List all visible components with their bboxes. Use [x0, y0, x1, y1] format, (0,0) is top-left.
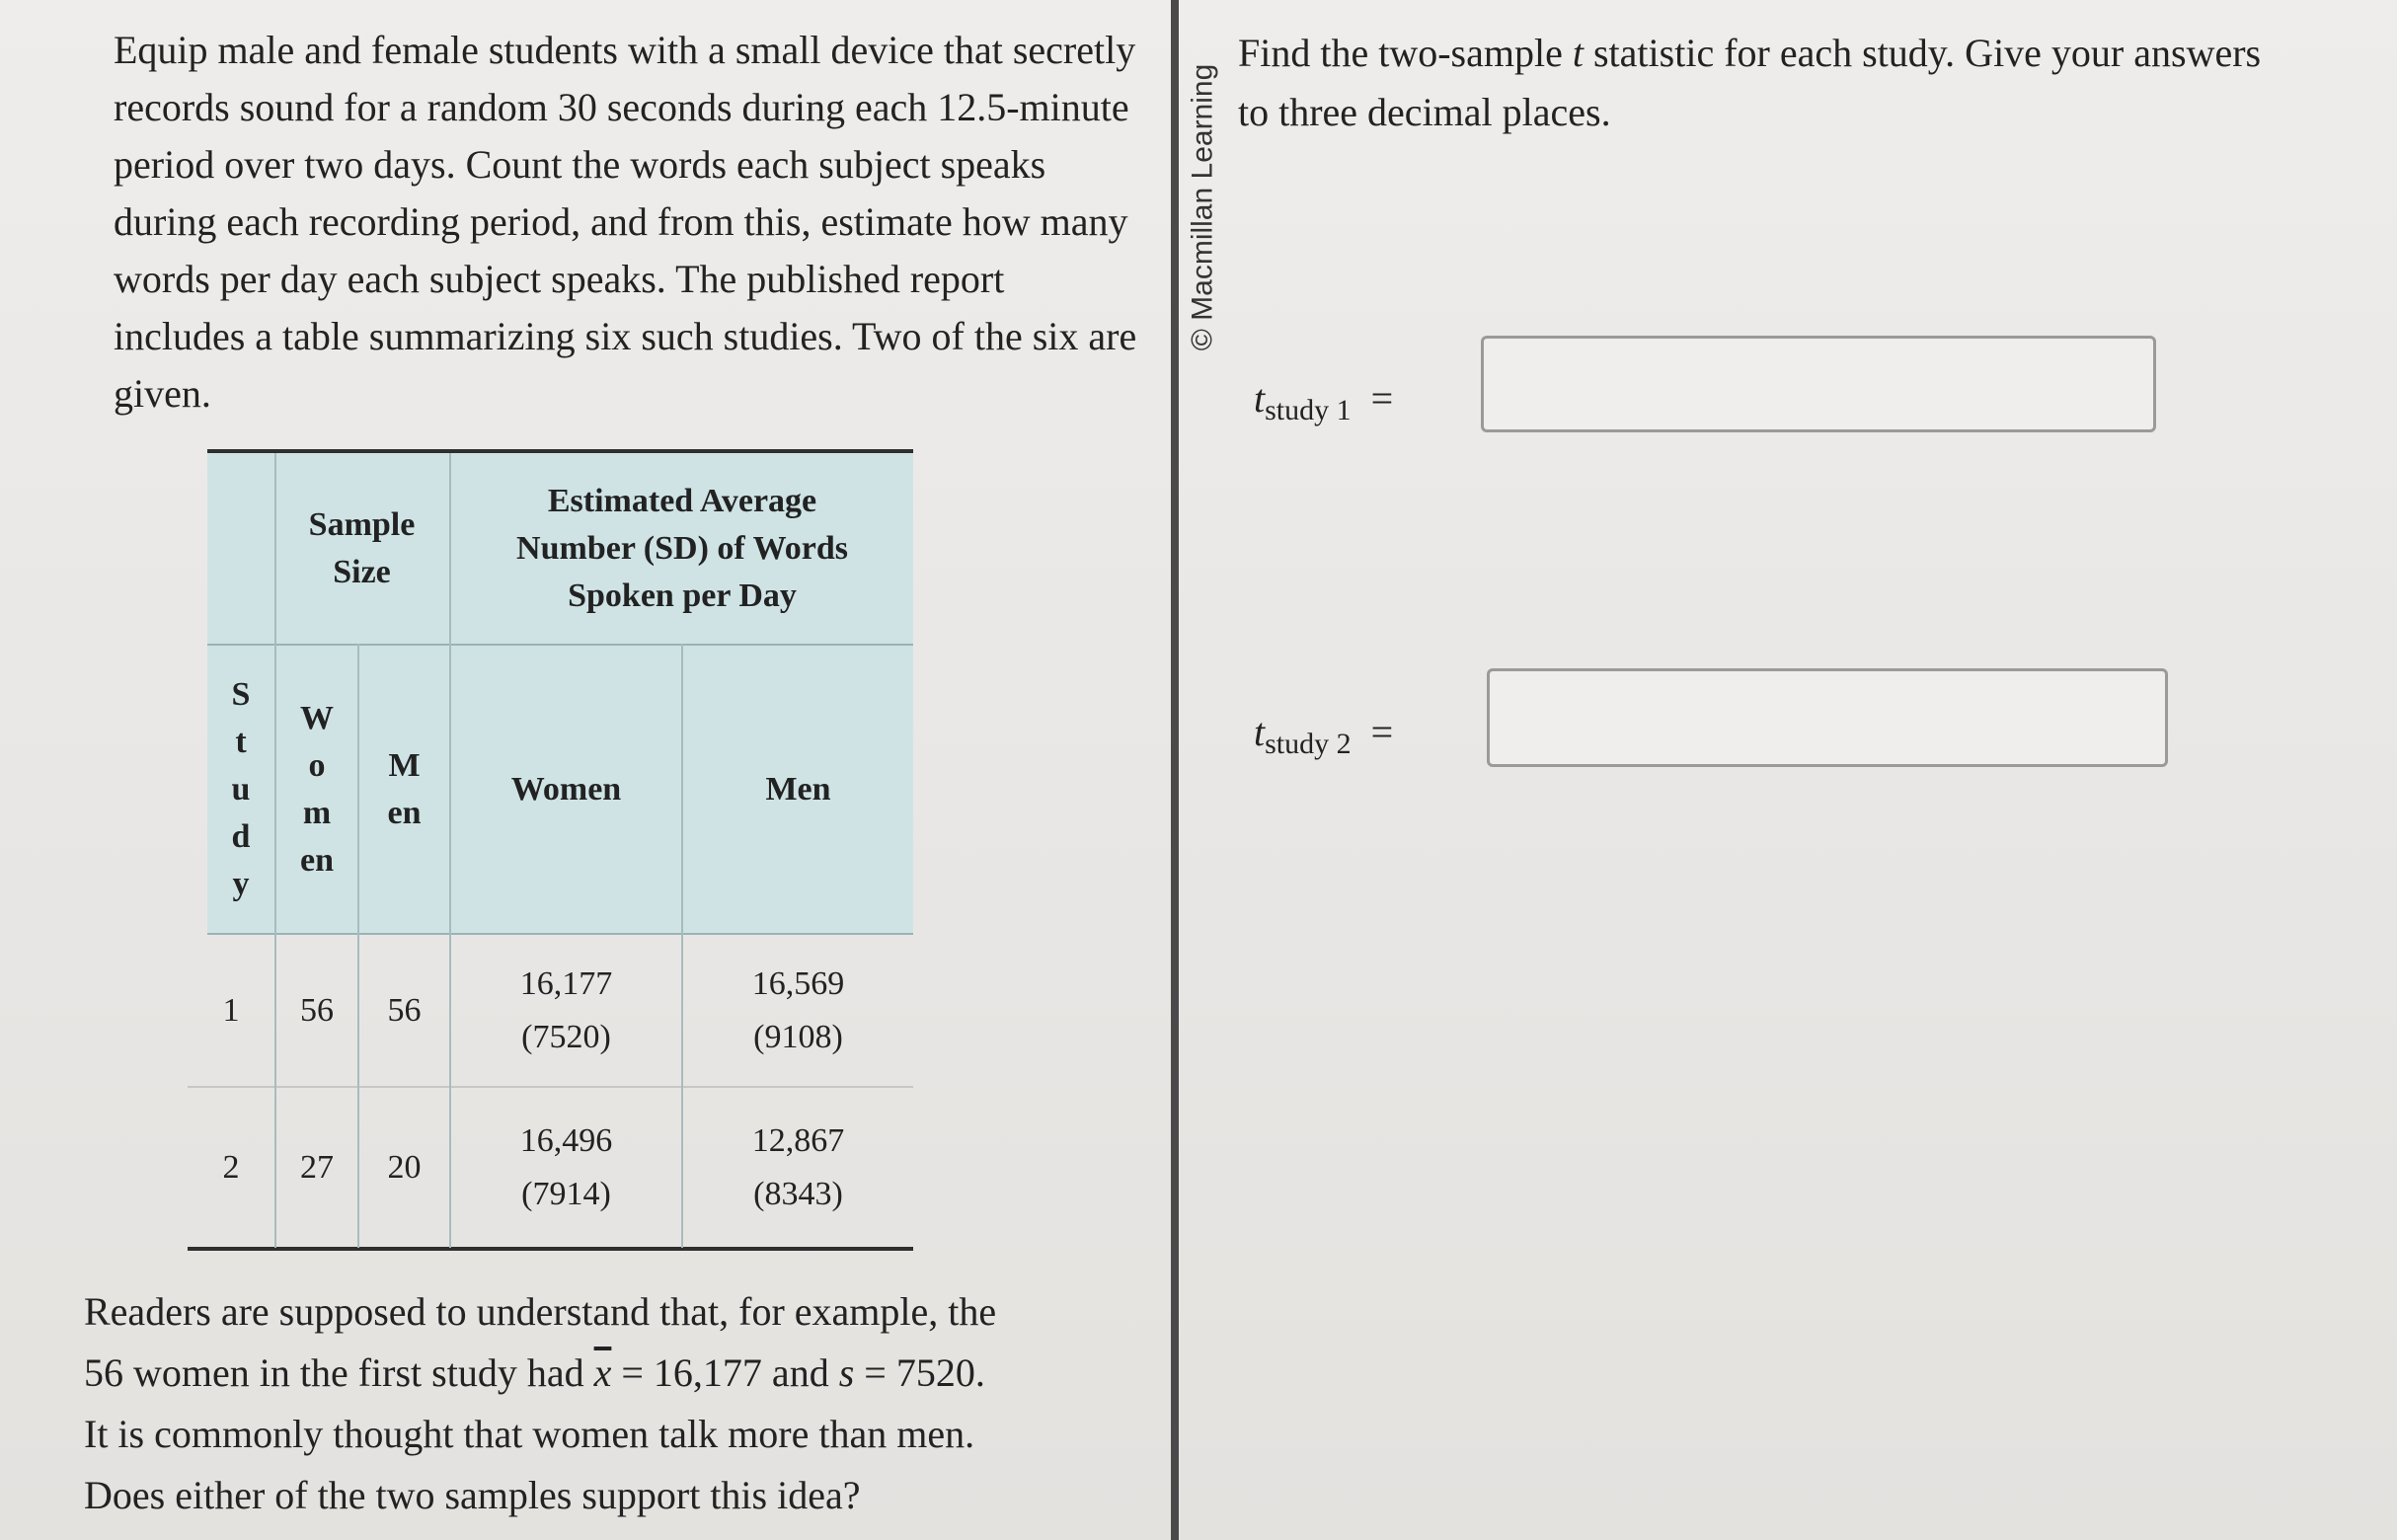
intro-text: Equip male and female students with a small device that secretly records sound for a random 30 seconds during each 12.5-minute period over two days. Count the words each subject speaks during each recording period, and from this, estimate how many words per day each subject speaks. The published report includes a table summarizing six such studies. Two of the six are given.	[114, 28, 1137, 416]
equals-sign: =	[1370, 376, 1394, 421]
header-char: M	[388, 746, 421, 784]
header-char: o	[308, 746, 326, 784]
estimate-header	[451, 453, 913, 644]
women-estimate	[451, 935, 681, 1086]
women-header: Women	[510, 770, 622, 808]
sample-men-header	[359, 646, 449, 933]
header-line: Number (SD) of Words	[516, 529, 848, 567]
t-study-1-input[interactable]	[1481, 336, 2156, 432]
subscript: study 2	[1265, 728, 1352, 760]
copyright-credit	[1179, 39, 1226, 375]
study-number: 2	[222, 1148, 240, 1186]
explanation-text	[84, 1281, 1150, 1526]
mean-value: 16,177	[519, 964, 613, 1002]
header-line: Spoken per Day	[568, 577, 797, 614]
data-table	[188, 449, 913, 1253]
explanation-line: It is commonly thought that women talk more than men.	[84, 1412, 975, 1456]
sample-women-header	[276, 646, 357, 933]
women-estimate	[451, 1088, 681, 1247]
header-line: Estimated Average	[547, 482, 817, 519]
header-char: en	[300, 841, 334, 879]
sd-value: (7914)	[521, 1175, 611, 1212]
sd-value: (7520)	[521, 1018, 611, 1055]
subscript: study 1	[1265, 394, 1352, 426]
header-line: Size	[333, 553, 391, 590]
study-number: 1	[222, 991, 240, 1029]
mean-value: 16,569	[751, 964, 845, 1002]
n-women: 56	[300, 991, 334, 1029]
n-men: 56	[387, 991, 422, 1029]
explanation-line: Does either of the two samples support this idea?	[84, 1473, 861, 1517]
instructions	[1238, 24, 2265, 142]
text-run: = 7520.	[854, 1350, 985, 1395]
header-line: Sample	[308, 505, 416, 543]
panel-divider	[1171, 0, 1179, 1540]
header-char: t	[235, 723, 247, 760]
header-char: en	[387, 794, 422, 831]
sd-value: (9108)	[753, 1018, 843, 1055]
table-bottom-rule	[188, 1247, 913, 1251]
n-men: 20	[387, 1148, 422, 1186]
sd-value: (8343)	[753, 1175, 843, 1212]
t-study-2-input[interactable]	[1487, 668, 2168, 767]
explanation-line: Readers are supposed to understand that, for example, the	[84, 1289, 997, 1334]
mean-value: 16,496	[519, 1121, 613, 1159]
xbar-symbol: $\overline{x}$	[593, 1350, 612, 1395]
header-char: d	[231, 817, 251, 855]
men-estimate	[683, 1088, 913, 1247]
text-run: Find the two-sample	[1238, 31, 1573, 75]
header-char: y	[232, 865, 250, 902]
question-panel	[0, 0, 1165, 1540]
header-char: m	[302, 794, 332, 831]
text-run: = 16,177 and	[611, 1350, 839, 1395]
header-char: u	[231, 770, 251, 808]
header-char: S	[231, 675, 251, 713]
men-estimate	[683, 935, 913, 1086]
explanation-line	[84, 1343, 1150, 1404]
header-char: W	[300, 699, 334, 736]
men-header: Men	[765, 770, 831, 808]
t-study-1-label	[1254, 375, 1393, 427]
credit-text: © Macmillan Learning	[1186, 63, 1219, 351]
study-header	[207, 646, 274, 933]
sample-size-header	[274, 453, 449, 644]
s-symbol: s	[838, 1350, 855, 1395]
text-run: 56 women in the first study had	[84, 1350, 594, 1395]
text-run: statistic for each study. Give your answers to three decimal places.	[1238, 31, 2262, 134]
mean-value: 12,867	[751, 1121, 845, 1159]
t-symbol: t	[1254, 376, 1266, 421]
answer-panel	[1179, 0, 2397, 1540]
t-symbol: t	[1254, 710, 1266, 754]
equals-sign: =	[1370, 710, 1394, 754]
t-symbol: t	[1572, 31, 1584, 75]
n-women: 27	[300, 1148, 334, 1186]
t-study-2-label	[1254, 709, 1393, 761]
